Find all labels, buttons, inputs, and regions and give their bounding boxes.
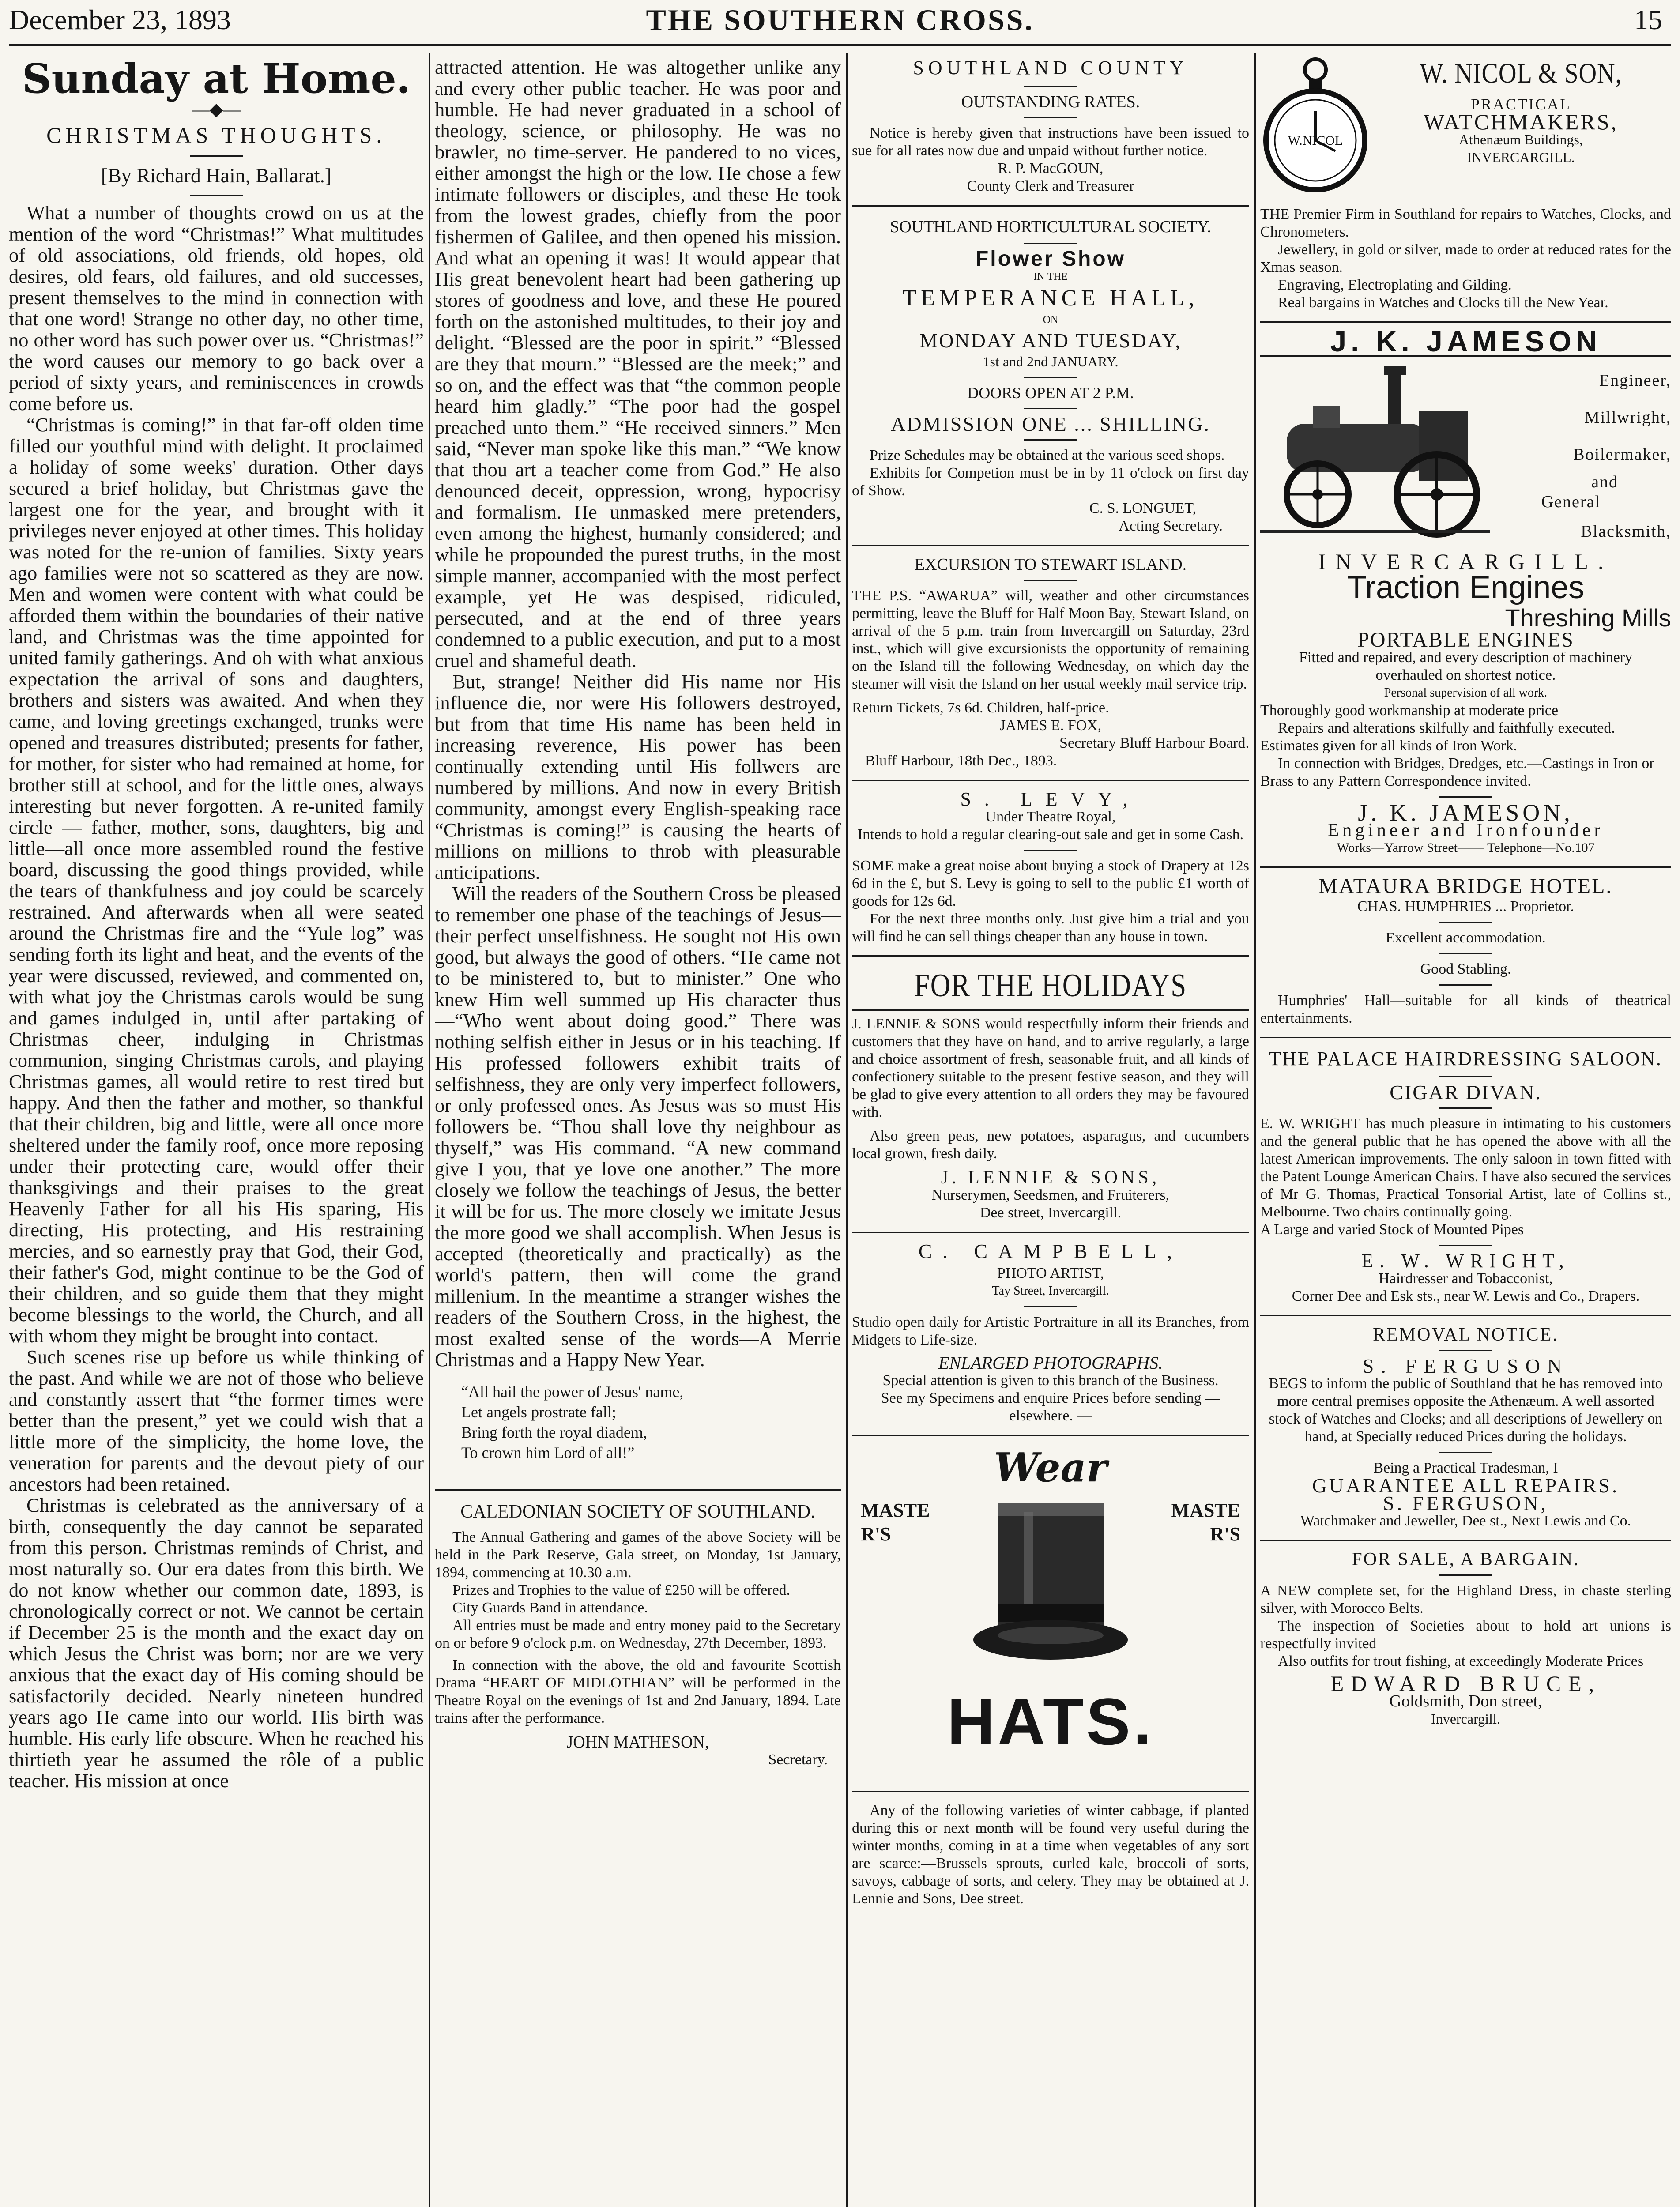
ad-text: BEGS to inform the public of Southland that he has removed into more central premises opposite the Athenæum. A well assorted stock of Watches and Clocks; and all descriptions of Jewellery on hand, at Specially reduced Prices during the holidays. (1269, 1375, 1663, 1445)
ad-text: A NEW complete set, for the Highland Dress, in chaste sterling silver, with Morocco Belts. (1260, 1582, 1671, 1616)
ad-title: FOR SALE, A BARGAIN. (1352, 1549, 1580, 1570)
diamond-ornament: —◆— (192, 99, 241, 119)
ad-text: Boilermaker, (1573, 445, 1671, 464)
ad-text: Athenæum Buildings, (1459, 132, 1583, 147)
nicol-watchmakers-ad (1260, 56, 1671, 312)
ad-headline: ENLARGED PHOTOGRAPHS. (938, 1353, 1163, 1373)
divider (1439, 1350, 1492, 1351)
divider (852, 780, 1249, 781)
ad-text: Works—Yarrow Street—— Telephone—No.107 (1337, 840, 1595, 855)
watch-dial-text: W.NICOL (1288, 133, 1343, 148)
ad-text: Personal supervision of all work. (1384, 686, 1548, 700)
ad-text: Repairs and alterations skilfully and faithfully executed. Estimates given for all kinds of Iron Work. (1260, 720, 1615, 754)
paragraph: Christmas is celebrated as the anniversary of a birth, consequently the day cannot be separated from this person. Christmas reminds of Christ, and most naturally so. Our era dates from this birth. We do not know whether our common date, 1893, is chronologically correct or not. We cannot be certain if December 25 is the month and the exact day on which Jesus the Christ was born; nor are we very anxious that the exact day of His coming should be satisfactorily decided. Nearly nineteen hundred years ago He came into our world. His birth was humble. His early life obscure. When he reached his thirtieth year he assumed the rôle of a public teacher. His mission at once (9, 1494, 424, 1792)
ad-text: Humphries' Hall—suitable for all kinds of theatrical entertainments. (1260, 992, 1671, 1026)
divider (1024, 243, 1077, 244)
ad-text: Exhibits for Competion must be in by 11 o'clock on first day of Show. (852, 465, 1249, 499)
ad-signature: C. S. LONGUET, (1089, 500, 1196, 516)
ad-subtitle: PHOTO ARTIST, (997, 1265, 1104, 1281)
divider (1260, 866, 1671, 868)
divider (1439, 1245, 1492, 1246)
ad-text: Thoroughly good workmanship at moderate price (1260, 702, 1559, 719)
ad-text: The Annual Gathering and games of the above Society will be held in the Park Reserve, Gala street, on Monday, 1st January, 1894, commencing at 10.30 a.m. (435, 1529, 841, 1581)
traction-engine-icon (1260, 362, 1490, 539)
ad-text: 1st and 2nd JANUARY. (983, 354, 1119, 369)
column-rule (846, 53, 848, 2207)
ad-date: Bluff Harbour, 18th Dec., 1893. (865, 753, 1057, 769)
ad-signature: JOHN MATHESON, (566, 1733, 709, 1751)
caledonian-society-ad (435, 1501, 841, 1769)
ad-title: W. NICOL & SON, (1420, 57, 1622, 89)
ad-subtitle: CIGAR DIVAN. (1390, 1081, 1542, 1104)
ad-headline: TEMPERANCE HALL, (902, 286, 1199, 311)
ad-text: Engraving, Electroplating and Gilding. (1278, 277, 1512, 293)
ad-text: Prize Schedules may be obtained at the various seed shops. (870, 447, 1225, 463)
ad-title: REMOVAL NOTICE. (1373, 1325, 1559, 1345)
divider (1439, 1107, 1492, 1109)
ad-text: Nurserymen, Seedsmen, and Fruiterers, (931, 1187, 1170, 1203)
ad-headline: Traction Engines (1347, 570, 1585, 605)
ad-text: Goldsmith, Don street, (1389, 1692, 1542, 1710)
ad-subtitle: S. FERGUSON (1362, 1355, 1569, 1377)
ad-text: Real bargains in Watches and Clocks till the New Year. (1278, 294, 1608, 311)
ad-signature: R. P. MacGOUN, (998, 160, 1104, 177)
verse-line: “All hail the power of Jesus' name, (461, 1383, 684, 1401)
ad-subtitle: Under Theatre Royal, (985, 809, 1116, 825)
paragraph: But, strange! Neither did His name nor His influence die, nor were His followers destroyed, but from that time His name has been held in increasing reverence, His power has been continually extending until His follwers are numbered by millions. And now in every British community, amongst every English-speaking race “Christmas is coming!” is causing the hearts of millions on millions to throb with pleasurable anticipations. (435, 670, 841, 883)
ad-text: Dee street, Invercargill. (979, 1205, 1122, 1221)
divider (1024, 117, 1077, 118)
ad-text: DOORS OPEN AT 2 P.M. (967, 384, 1134, 402)
ad-subtitle: CHAS. HUMPHRIES ... Proprietor. (1357, 898, 1575, 915)
ad-signature: JAMES E. FOX, (999, 717, 1102, 734)
ad-text: Excellent accommodation. (1386, 930, 1546, 946)
ad-text: Also outfits for trout fishing, at exceedingly Moderate Prices (1278, 1653, 1644, 1669)
ad-text: Jewellery, in gold or silver, made to order at reduced rates for the Xmas season. (1260, 241, 1671, 275)
ad-headline: GUARANTEE ALL REPAIRS. (1312, 1474, 1620, 1497)
ad-text: INVERCARGILL. (1467, 149, 1575, 165)
ad-signature: S. FERGUSON, (1383, 1492, 1548, 1514)
ad-title: CALEDONIAN SOCIETY OF SOUTHLAND. (460, 1502, 815, 1522)
ad-text: Corner Dee and Esk sts., near W. Lewis and Co., Drapers. (1292, 1288, 1640, 1304)
campbell-photo-ad (852, 1240, 1249, 1425)
ad-text: Engineer, (1599, 371, 1671, 390)
ad-text: In connection with the above, the old and favourite Scottish Drama “HEART OF MIDLOTHIAN” will be performed in the Theatre Royal on the evenings of 1st and 2nd January, 1894. Late trains after the performance. (435, 1657, 841, 1726)
ad-text: SOME make a great noise about buying a stock of Drapery at 12s 6d in the £, but S. Levy is going to sell to the public £1 worth of goods for 12s 6d. (852, 858, 1249, 909)
ad-text: Blacksmith, (1581, 522, 1671, 541)
horticultural-society-ad (852, 217, 1249, 535)
paragraph: attracted attention. He was altogether unlike any and every other public teacher. He was poor and humble. He had never graduated in a school of theology, science, or philosophy. He was no brawler, no time-server. He pandered to no vices, either amongst the high or the low. He chose a few intimate followers or disciples, and these He took from the lowest grades, chiefly from the poor fishermen of Galilee, and then opened his mission. And what an opening it was! It would appear that His great benevolent heart had been gathering up stores of goodness and love, and these He poured forth on the astonished multitudes, to their joy and delight. “Blessed are the poor in spirit.” “Blessed are they that mourn.” “Blessed are the meek;” and so on, and the effect was that “the common people heard him gladly.” “The poor had the gospel preached unto them.” “He received sinners.” Men said, “Never man spoke like this man.” “We know that thou art a teacher come from God.” He also denounced deceit, oppression, wrong, hypocrisy and formalism. He unmasked mere pretenders, even among the highest, humanly considered; and while he propounded the purest truths, in the most simple manner, accompanied with the most perfect example, yet He was despised, ridiculed, persecuted, and at the end of three years condemned to a public execution, and put to a most cruel and shameful death. (435, 56, 841, 671)
hymn-verse (461, 1382, 841, 1463)
paragraph: Will the readers of the Southern Cross be pleased to remember one phase of the teachings of Jesus—their perfect unselfishness. He sought not His own good, but always the good of others. “He came not to be ministered to, but to minister.” One who knew Him well summed up His character thus—“Who went about doing good.” There was nothing selfish either in Jesus or in his teaching. If His professed followers exhibit traits of selfishness, they are only very imperfect followers, or only professed ones. As Jesus was so must His followers be. “Thou shall love thy neighbour as thyself,” was His command. “A new command give I you, that ye love one another.” The more closely we follow the teachings of Jesus, the better it will be for us. The more closely we imitate Jesus the more good we shall accomplish. When Jesus is accepted (theoretically and practically) as the world's pattern, then will come the grand millenium. In the meantime a stranger wishes the readers of the Southern Cross, in the highest, the most exalted sense of the words—A Merrie Christmas and a Happy New Year. (435, 882, 841, 1371)
lennie-holidays-ad (852, 966, 1249, 1222)
ad-text: Being a Practical Tradesman, I (1373, 1460, 1558, 1476)
column-advertisements-1 (852, 56, 1249, 2207)
ad-signature: E. W. WRIGHT, (1361, 1250, 1570, 1272)
ad-text: J. LENNIE & SONS would respectfully inform their friends and customers that they have on hand, and to arrive regularly, a large and choice assortment of fresh, seasonable fruit, and all kinds of confectionery suitable to the present festive season, and they will be glad to give every attention to all orders they may be favoured with. (852, 1016, 1249, 1120)
ad-title: C. CAMPBELL, (918, 1240, 1183, 1262)
ad-headline: PORTABLE ENGINES (1357, 628, 1574, 652)
verse-line: Bring forth the royal diadem, (461, 1424, 647, 1441)
divider (1260, 1037, 1671, 1038)
ad-text: Hairdresser and Tobacconist, (1379, 1270, 1553, 1287)
divider (1024, 377, 1077, 378)
ad-headline: Wear (994, 1444, 1107, 1491)
paragraph: What a number of thoughts crowd on us at the mention of the word “Christmas!” What multitudes of old associations, old friends, old hopes, old desires, old fears, old failures, and old successes, present themselves to the mind in connection with that one word! Strange no other day, no other time, no other word has such power over us. “Christmas!” the word causes our memory to go back over a period of sixty years, and reminiscences in crowds come before us. (9, 202, 424, 414)
ad-text: Return Tickets, 7s 6d. Children, half-price. (852, 700, 1109, 716)
ad-title: S. LEVY, (960, 788, 1141, 810)
ad-headline: Flower Show (975, 247, 1126, 271)
divider (190, 155, 243, 157)
ad-text: Invercargill. (1431, 1711, 1500, 1727)
divider (1439, 953, 1492, 954)
ad-text: IN THE (1033, 271, 1068, 282)
ad-text: General (1541, 493, 1601, 511)
ad-title: THE PALACE HAIRDRESSING SALOON. (1269, 1048, 1662, 1070)
ad-text: THE Premier Firm in Southland for repairs to Watches, Clocks, and Chronometers. (1260, 206, 1671, 240)
ad-text: For the next three months only. Just give him a trial and you will find he can sell things cheaper than any house in town. (852, 911, 1249, 945)
divider (1260, 1315, 1671, 1316)
palace-hairdressing-ad (1260, 1048, 1671, 1305)
column-article-continued (435, 56, 841, 2207)
ad-text: Fitted and repaired, and every description of machinery overhauled on shortest notice. (1299, 649, 1633, 683)
ad-headline: HATS. (947, 1684, 1154, 1759)
ad-signature-role: County Clerk and Treasurer (967, 178, 1134, 194)
ad-text: and (1591, 473, 1618, 491)
divider (435, 1489, 841, 1491)
ad-text: Watchmaker and Jeweller, Dee st., Next Lewis and Co. (1300, 1513, 1631, 1529)
ad-text: E. W. WRIGHT has much pleasure in intimating to his customers and the general public that he has opened the above with all the latest American improvements. The only saloon in town fitted with the Patent Lounge American Chairs. I have also secured the services of Mr G. Thomas, Practical Tonsorial Artist, late of Collins st., Melbourne. Two chairs continually going. (1260, 1115, 1671, 1220)
paragraph: “Christmas is coming!” in that far-off olden time filled our youthful mind with delight. It proclaimed a holiday of some weeks' duration. Other days secured a brief holiday, but Christmas gave the largest one for the year, and brought with it privileges never enjoyed at other times. This holiday was noted for the re-union of families. Sixty years ago families were not so scattered as they are now. Men and women were content with what could be afforded them within the boundaries of their native land, and Christmas was the time appointed for united family gatherings. And oh with what anxious expectation the arrival of sons and daughters, brothers and sisters was awaited. And when they came, and loving greetings exchanged, trunks were opened and treasures distributed; presents for father, for mother, for sister who had remained at home, for brother still at school, and for the little ones, always interesting but never forgotten. A re-united family circle — father, mother, sons, daughters, big and little—all once more assembled round the festive board, discussing the good things provided, while the tears of thankfulness and joy could be scarcely restrained. And afterwards when all were seated around the Christmas fire and the “Yule log” was sending forth its light and heat, and the events of the year were discussed, reviewed, and commented on, with what joy the Christmas carols would be sung and games indulged in, until after partaking of Christmas cheer, indulging in Christmas communion, singing Christmas carols, and playing Christmas games, all would retire to rest tired but happy. And then the father and mother, so thankful that their children, big and little, were all once more sheltered under the family roof, once more reposing under their protecting care, would offer their thanksgivings and their praises to the great Heavenly Father for all his His sparing, His directing, His protecting, and His restraining mercies, and so earnestly pray that God, their God, their father's God, might continue to be the God of their children, and so guide them that they might become blessings to the world, the Church, and all with whom they might be brought into contact. (9, 414, 424, 1347)
ad-subtitle: INVERCARGILL. (1318, 549, 1613, 574)
ad-text: Any of the following varieties of winter cabbage, if planted during this or next month will be found very useful during the winter months, coming in at a time when vegetables of any sort are scarce:—Brussels sprouts, curled kale, broccoli of sorts, savoys, cabbage of sorts, and celery. They may be obtained at J. Lennie and Sons, Dee street. (852, 1802, 1249, 1907)
ad-subtitle: Engineer and Ironfounder (1327, 820, 1604, 840)
column-rule (429, 53, 430, 2207)
divider (1024, 408, 1077, 409)
divider (1439, 984, 1492, 986)
page-header (9, 0, 1671, 46)
divider (852, 1009, 1249, 1011)
ad-title: J. K. JAMESON (1330, 325, 1601, 358)
ad-title: MATAURA BRIDGE HOTEL. (1318, 874, 1613, 898)
ad-headline: FOR THE HOLIDAYS (914, 968, 1187, 1004)
s-levy-ad (852, 788, 1249, 945)
ad-subtitle: J. K. JAMESON, (1358, 799, 1574, 826)
top-hat-icon (971, 1494, 1130, 1671)
divider (852, 1791, 1249, 1792)
masthead-title: THE SOUTHERN CROSS. (646, 3, 1034, 37)
divider (1024, 850, 1077, 851)
divider (852, 205, 1249, 207)
masters-hats-ad (852, 1446, 1249, 1781)
masters-left-text: MASTER'S (861, 1499, 930, 1545)
verse-line: Let angels prostrate fall; (461, 1403, 616, 1421)
ad-text: Tay Street, Invercargill. (992, 1284, 1109, 1298)
ad-text: Intends to hold a regular clearing-out sale and get in some Cash. (857, 826, 1244, 843)
ad-text: Studio open daily for Artistic Portraiture in all its Branches, from Midgets to Life-size. (852, 1314, 1249, 1348)
divider (1024, 86, 1077, 87)
divider (1439, 796, 1492, 798)
divider (190, 195, 243, 196)
page-number: 15 (1634, 4, 1662, 35)
ad-headline: ADMISSION ONE ... SHILLING. (891, 413, 1210, 435)
ad-text: Also green peas, new potatoes, asparagus, and cucumbers local grown, fresh daily. (852, 1128, 1249, 1162)
column-advertisements-2 (1260, 56, 1671, 2207)
ad-signature: J. LENNIE & SONS, (941, 1168, 1160, 1188)
article-title: CHRISTMAS THOUGHTS. (46, 123, 386, 147)
ad-text: All entries must be made and entry money paid to the Secretary on or before 9 o'clock p.m. on Wednesday, 27th December, 1893. (435, 1617, 841, 1651)
ad-headline: MONDAY AND TUESDAY, (919, 329, 1182, 352)
masters-right-text: MASTER'S (1171, 1499, 1240, 1545)
ad-headline: Threshing Mills (1505, 604, 1671, 632)
section-heading: Sunday at Home. (22, 56, 411, 102)
ad-text: ON (1043, 314, 1058, 326)
divider (852, 1232, 1249, 1233)
ad-text: Millwright, (1584, 408, 1671, 427)
divider (1439, 1076, 1492, 1077)
ad-text: In connection with Bridges, Dredges, etc.—Castings in Iron or Brass to any Pattern Correspondence invited. (1260, 755, 1654, 789)
divider (1024, 439, 1077, 441)
divider (852, 545, 1249, 546)
issue-date: December 23, 1893 (9, 4, 231, 35)
divider (1260, 321, 1671, 323)
divider (1439, 1574, 1492, 1576)
ad-text: City Guards Band in attendance. (452, 1600, 648, 1616)
divider (852, 955, 1249, 957)
divider (1260, 1540, 1671, 1541)
bruce-for-sale-ad (1260, 1551, 1671, 1728)
ad-text: Notice is hereby given that instructions have been issued to sue for all rates now due and unpaid without further notice. (852, 125, 1249, 159)
verse-line: To crown him Lord of all!” (461, 1444, 635, 1461)
divider (1439, 1452, 1492, 1453)
ad-subtitle: WATCHMAKERS, (1423, 109, 1619, 134)
divider (1024, 580, 1077, 581)
pocket-watch-icon (1260, 56, 1371, 202)
ad-signature: EDWARD BRUCE, (1330, 1671, 1601, 1696)
mataura-hotel-ad (1260, 874, 1671, 1027)
ad-text: Good Stabling. (1420, 961, 1511, 977)
ferguson-removal-ad (1260, 1326, 1671, 1530)
divider (1024, 1306, 1077, 1307)
ad-text: Prizes and Trophies to the value of £250 will be offered. (452, 1582, 791, 1598)
divider (1439, 922, 1492, 923)
ad-subtitle: OUTSTANDING RATES. (961, 93, 1140, 111)
ad-signature-role: Secretary Bluff Harbour Board. (1059, 735, 1249, 751)
ad-title: SOUTHLAND COUNTY (913, 57, 1188, 79)
winter-cabbage-ad (852, 1802, 1249, 1908)
ad-signature-role: Acting Secretary. (1119, 518, 1223, 534)
stewart-island-excursion-ad (852, 556, 1249, 770)
column-sunday-at-home (9, 56, 424, 2207)
column-rule (1254, 53, 1256, 2207)
ad-title: EXCURSION TO STEWART ISLAND. (914, 555, 1187, 574)
ad-title: SOUTHLAND HORTICULTURAL SOCIETY. (890, 218, 1211, 236)
ad-text: THE P.S. “AWARUA” will, weather and other circumstances permitting, leave the Bluff for Half Moon Bay, Stewart Island, on arrival of the 5 p.m. train from Invercargill on Saturday, 23rd inst., which will give excursionists the opportunity of remaining on the Island till the following Wednesday, on which day the steamer will visit the Island on her usual weekly mail service trip. (852, 588, 1249, 692)
ad-text: A Large and varied Stock of Mounted Pipes (1260, 1221, 1524, 1238)
paragraph: Such scenes rise up before us while thinking of the past. And while we are not of those who believe and constantly assert that “the former times were better than the present,” yet we could wish that a little more of the simplicity, the home love, the veneration for parents and the devout piety of our ancestors had been retained. (9, 1346, 424, 1495)
ad-signature-role: Secretary. (768, 1751, 828, 1768)
ad-text: Special attention is given to this branch of the Business. See my Specimens and enquire Prices before sending — elsewhere. — (881, 1372, 1220, 1424)
ad-text: PRACTICAL (1470, 95, 1571, 113)
byline: [By Richard Hain, Ballarat.] (101, 164, 332, 187)
jameson-engineer-ad (1260, 325, 1671, 857)
ad-text: The inspection of Societies about to hold art unions is respectfully invited (1260, 1618, 1671, 1652)
divider (852, 1435, 1249, 1436)
southland-county-ad (852, 56, 1249, 195)
